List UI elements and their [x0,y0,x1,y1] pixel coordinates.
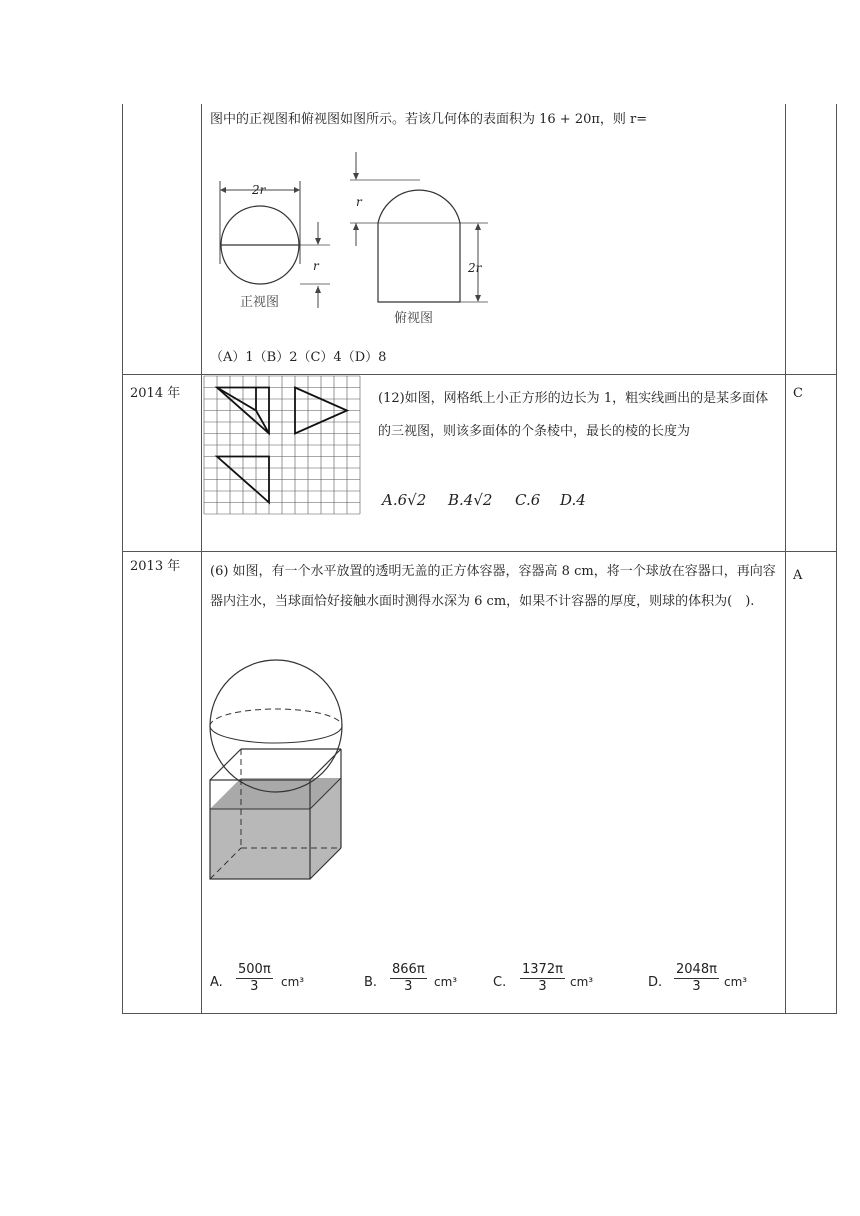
table-divider-col2 [785,104,786,1014]
question-options-row1: （A）1（B）2（C）4（D）8 [210,350,387,365]
table-row-divider-2 [122,551,837,552]
option-2013-b-unit: cm³ [434,975,458,989]
option-2013-d-numerator: 2048π [676,962,717,977]
option-2013-a-denominator: 3 [250,979,259,994]
answer-2013: A [793,568,803,583]
top-view-caption: 俯视图 [394,311,434,326]
option-2013-a-numerator: 500π [238,962,271,977]
question-2013-text: (6) 如图，有一个水平放置的透明无盖的正方体容器，容器高 8 cm，将一个球放在容器口，再向容器内注水，当球面恰好接触水面时测得水深为 6 cm，如果不计容器的厚度，则球的体积为( ). [210,564,776,609]
year-2013: 2013 年 [130,559,181,574]
option-2014-b: B.4√2 [448,491,493,509]
question-2014-text: (12)如图，网格纸上小正方形的边长为 1，粗实线画出的是某多面体的三视图，则该多面体的个条棱中，最长的棱的长度为 [378,391,769,439]
option-2013-a-label: A. [210,975,223,990]
option-2013-a-unit: cm³ [281,975,305,989]
top-view-diagram [342,152,492,302]
table-divider-col1 [201,104,202,1014]
option-2013-c-denominator: 3 [538,979,547,994]
option-2014-d: D.4 [560,491,586,509]
front-view-label-2r: 2r [252,183,266,197]
table-border-right [836,104,837,1014]
option-2013-d-fraction [674,962,719,995]
option-2014-a: A.6√2 [382,491,427,509]
option-2013-c-numerator: 1372π [522,962,563,977]
front-view-caption: 正视图 [240,295,280,310]
option-2013-c-label: C. [493,975,507,990]
option-2013-b-label: B. [364,975,378,990]
option-2014-c: C.6 [515,491,541,509]
option-2013-d-unit: cm³ [724,975,748,989]
front-view-label-r: r [313,259,319,273]
option-2013-a-fraction [236,962,273,995]
option-2013-b-denominator: 3 [404,979,413,994]
year-2014: 2014 年 [130,386,181,401]
option-2013-b-numerator: 866π [392,962,425,977]
option-2013-d-label: D. [648,975,663,990]
top-view-label-2r: 2r [468,261,482,275]
three-view-grid [204,376,364,516]
top-view-label-r: r [356,195,362,209]
table-border-left [122,104,123,1014]
option-2013-c-unit: cm³ [570,975,594,989]
question-intro-text: 图中的正视图和俯视图如图所示。若该几何体的表面积为 16 + 20π，则 r= [210,112,648,127]
table-border-bottom [122,1013,837,1014]
option-2013-d-denominator: 3 [692,979,701,994]
sphere-cube-diagram [206,660,366,900]
table-row-divider-1 [122,374,837,375]
option-2013-b-fraction [390,962,427,995]
answer-2014: C [793,386,803,401]
option-2013-c-fraction [520,962,565,995]
